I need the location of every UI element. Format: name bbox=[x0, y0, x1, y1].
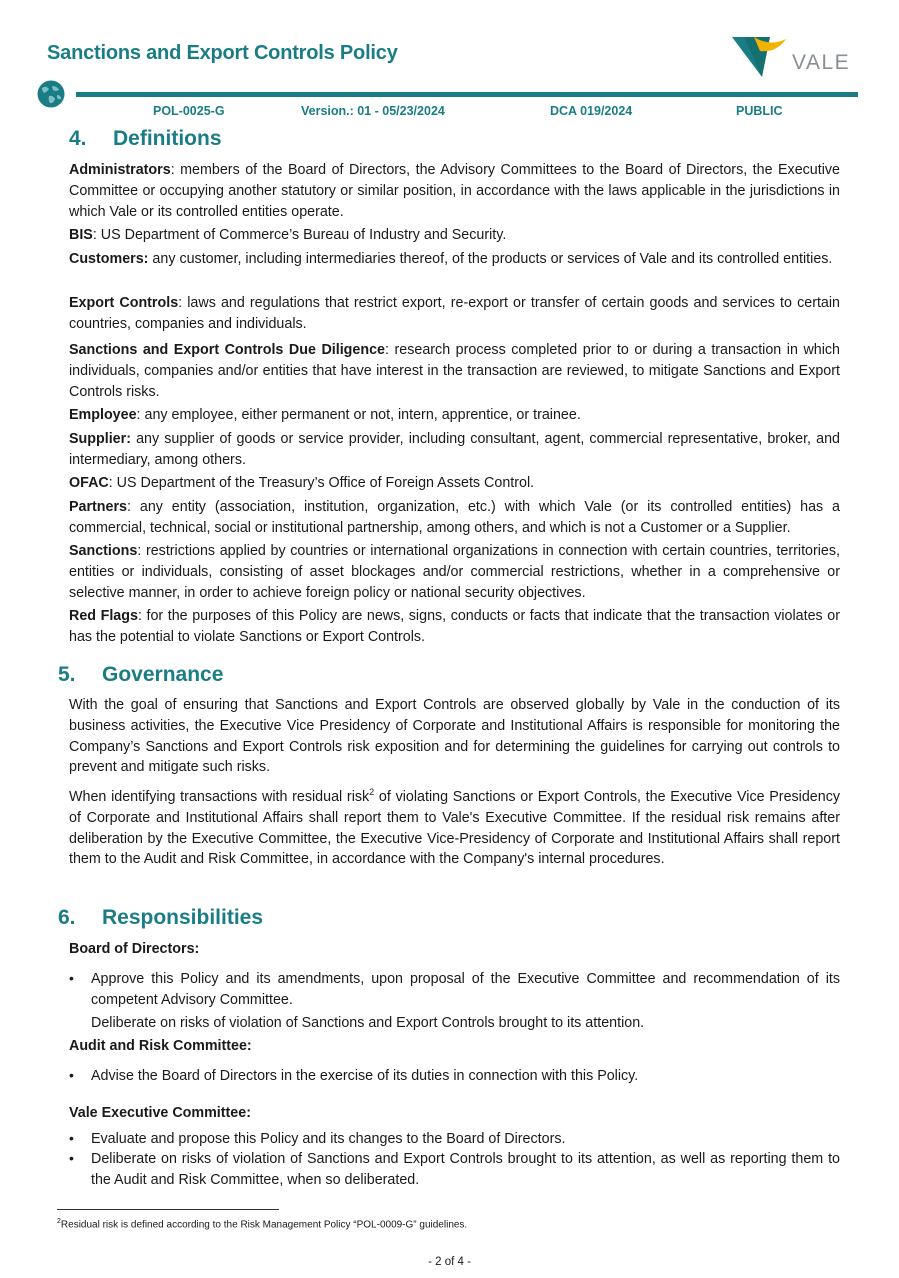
definition-text: : US Department of the Treasury’s Office of Foreign Assets Control. bbox=[108, 475, 535, 491]
subheading-audit: Audit and Risk Committee: bbox=[69, 1038, 252, 1054]
definition-item bbox=[69, 160, 840, 222]
definition-term: Sanctions bbox=[69, 543, 138, 559]
definition-item bbox=[69, 606, 840, 648]
dca-number: DCA 019/2024 bbox=[550, 104, 633, 118]
classification: PUBLIC bbox=[736, 104, 783, 118]
bullet-icon: • bbox=[69, 1067, 74, 1083]
section-heading-responsibilities bbox=[58, 906, 263, 930]
section-heading-governance bbox=[58, 663, 223, 687]
footnote bbox=[57, 1218, 467, 1230]
bullet-icon: • bbox=[69, 970, 74, 986]
definition-item bbox=[69, 497, 840, 539]
policy-code: POL-0025-G bbox=[153, 104, 225, 118]
section-title: Responsibilities bbox=[102, 906, 264, 929]
section-number: 6. bbox=[58, 906, 76, 929]
section-title: Governance bbox=[102, 663, 224, 686]
definition-term: Partners bbox=[69, 499, 128, 515]
definition-item bbox=[69, 225, 840, 246]
definition-text: : restrictions applied by countries or international organizations in connection with certain countries, territories, entities or individuals, consisting of asset blockages and/or commercial restrictions, whether in a comprehensive or selective manner, in order to achieve foreign policy or national security objectives. bbox=[69, 543, 840, 601]
logo-wordmark: VALE bbox=[792, 51, 851, 74]
list-item: Approve this Policy and its amendments, upon proposal of the Executive Committee and recommendation of its competent Advisory Committee. bbox=[91, 971, 840, 1008]
page-number: - 2 of 4 - bbox=[428, 1256, 471, 1268]
definition-text: : research process completed prior to or during a transaction in which individuals, companies and/or entities that have interest in the transaction are reviewed, to mitigate Sanctions and Export Controls risks. bbox=[69, 342, 840, 400]
definition-term: OFAC bbox=[69, 475, 109, 491]
vale-logo bbox=[730, 33, 850, 81]
governance-text-b: of violating Sanctions or Export Controls, the Executive Vice Presidency of Corporate and Institutional Affairs shall report them to Vale's Executive Committee. If the residual risk remains after deliberation by the Executive Committee, the Executive Vice-Presidency of Corporate and Institutional Affairs shall report them to the Audit and Risk Committee, in accordance with the Company's internal procedures. bbox=[69, 789, 840, 868]
list-item: Evaluate and propose this Policy and its changes to the Board of Directors. bbox=[91, 1131, 566, 1147]
definition-item bbox=[69, 405, 840, 426]
governance-text-a: When identifying transactions with residual risk bbox=[69, 789, 370, 805]
definition-term: Employee bbox=[69, 407, 137, 423]
definition-term: Administrators bbox=[69, 162, 171, 178]
definition-text: : any employee, either permanent or not, intern, apprentice, or trainee. bbox=[136, 407, 581, 423]
definition-item bbox=[69, 340, 840, 402]
definition-text: : any entity (association, institution, organization, etc.) with which Vale (or its controlled entities) has a commercial, technical, social or institutional partnership, among others, and which is not a Customer or a Supplier. bbox=[69, 499, 840, 536]
list-item: Deliberate on risks of violation of Sanctions and Export Controls brought to its attention, as well as reporting them to the Audit and Risk Committee, when so deliberated. bbox=[91, 1151, 840, 1188]
definition-item bbox=[69, 429, 840, 471]
section-number: 4. bbox=[69, 127, 87, 150]
bullet-icon: • bbox=[69, 1150, 74, 1166]
section-title: Definitions bbox=[113, 127, 222, 150]
list-item-continuation: Deliberate on risks of violation of Sanctions and Export Controls brought to its attention. bbox=[91, 1015, 645, 1031]
vale-logo-icon bbox=[730, 33, 790, 81]
definition-item bbox=[69, 473, 840, 494]
definition-text: : members of the Board of Directors, the Advisory Committees to the Board of Directors, the Executive Committee or occupying another statutory or similar position, in accordance with the laws applicable in the jurisdictions in which Vale or its controlled entities operate. bbox=[69, 162, 840, 220]
footnote-rule bbox=[57, 1209, 279, 1210]
definition-text: any supplier of goods or service provider, including consultant, agent, commercial representative, broker, and intermediary, among others. bbox=[69, 431, 840, 468]
globe-icon bbox=[37, 80, 65, 108]
section-heading-definitions bbox=[69, 127, 222, 151]
policy-version: Version.: 01 - 05/23/2024 bbox=[301, 104, 445, 118]
definition-term: Sanctions and Export Controls Due Diligence bbox=[69, 342, 386, 358]
definition-term: Export Controls bbox=[69, 295, 179, 311]
definition-term: Supplier: bbox=[69, 431, 131, 447]
subheading-exec: Vale Executive Committee: bbox=[69, 1105, 251, 1121]
header-rule bbox=[76, 92, 858, 97]
section-number: 5. bbox=[58, 663, 76, 686]
definition-term: Red Flags bbox=[69, 608, 138, 624]
governance-paragraph-1: With the goal of ensuring that Sanctions and Export Controls are observed globally by Vale in the conduction of its business activities, the Executive Vice Presidency of Corporate and Institutional Affairs is responsible for monitoring the Company’s Sanctions and Export Controls risk exposition and for determining the guidelines for carrying out controls to prevent and mitigate such risks. bbox=[69, 697, 840, 776]
footnote-text: Residual risk is defined according to the Risk Management Policy “POL-0009-G” guidelines. bbox=[60, 1219, 468, 1231]
definition-item bbox=[69, 293, 840, 335]
governance-paragraph-2 bbox=[69, 787, 840, 870]
footnote-reference[interactable]: 2 bbox=[369, 787, 375, 798]
definition-text: : for the purposes of this Policy are news, signs, conducts or facts that indicate that the transaction violates or has the potential to violate Sanctions or Export Controls. bbox=[69, 608, 840, 645]
bullet-icon: • bbox=[69, 1130, 74, 1146]
definition-term: BIS bbox=[69, 227, 93, 243]
definition-text: any customer, including intermediaries thereof, of the products or services of Vale and its controlled entities. bbox=[148, 251, 833, 267]
footnote-mark: 2 bbox=[57, 1218, 61, 1225]
definition-item bbox=[69, 541, 840, 603]
definition-term: Customers: bbox=[69, 251, 149, 267]
list-item: Advise the Board of Directors in the exercise of its duties in connection with this Policy. bbox=[91, 1068, 639, 1084]
definition-item bbox=[69, 249, 840, 270]
definition-text: : US Department of Commerce’s Bureau of Industry and Security. bbox=[92, 227, 507, 243]
document-title: Sanctions and Export Controls Policy bbox=[47, 42, 398, 64]
definition-text: : laws and regulations that restrict export, re-export or transfer of certain goods and services to certain countries, companies and individuals. bbox=[69, 295, 841, 332]
subheading-board: Board of Directors: bbox=[69, 941, 200, 957]
